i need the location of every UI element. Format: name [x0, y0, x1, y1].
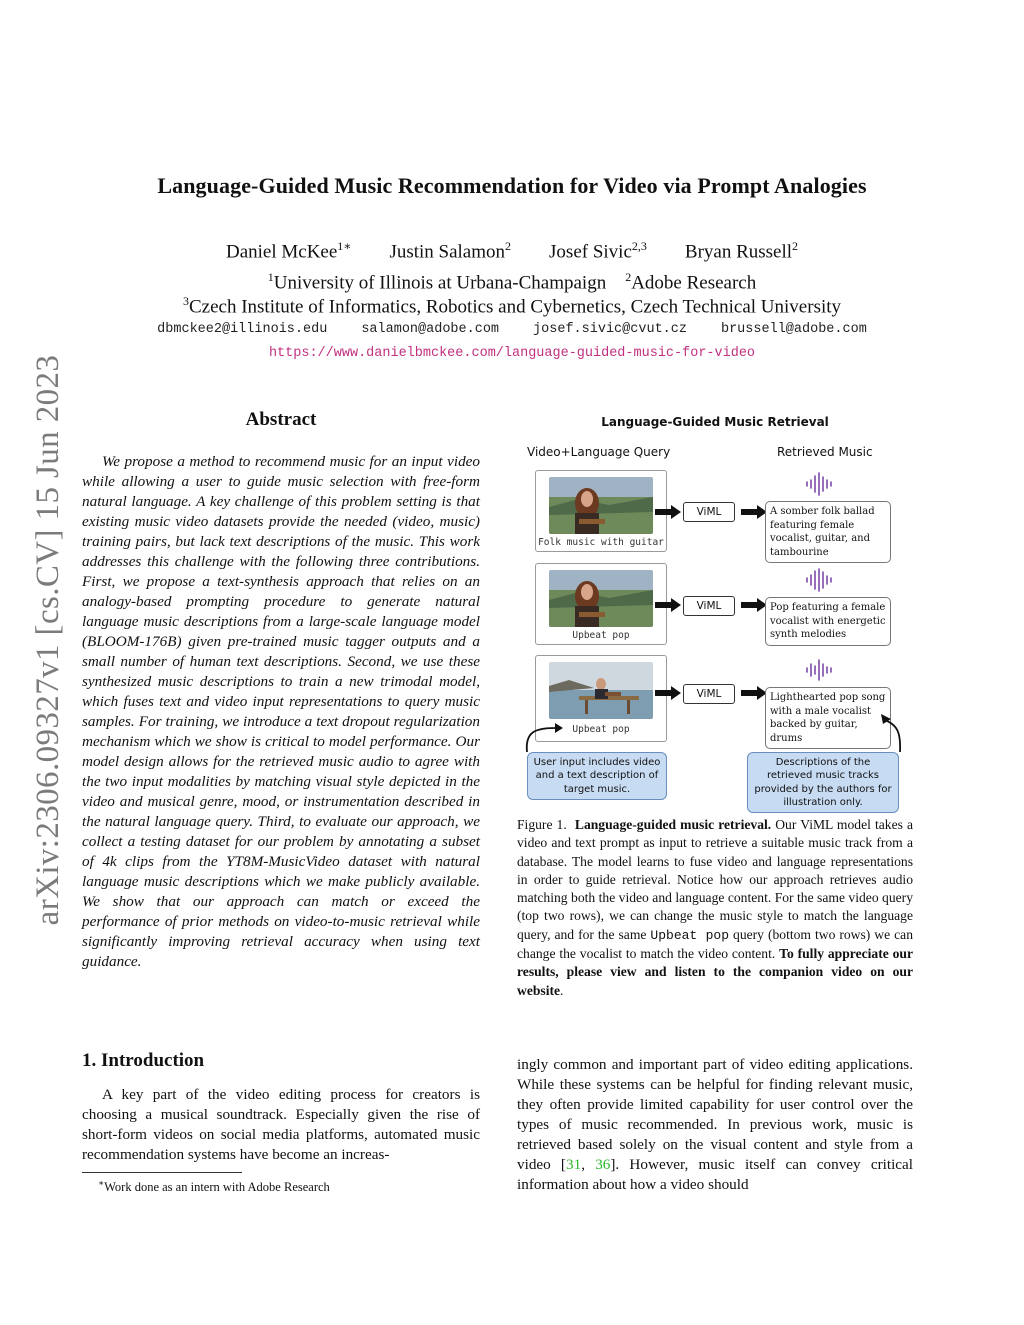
arxiv-stamp: arXiv:2306.09327v1 [cs.CV] 15 Jun 2023: [30, 354, 66, 926]
arrow-right-icon: [655, 505, 681, 519]
audio-waveform-icon: [799, 658, 839, 682]
introduction-paragraph: A key part of the video editing process for creators is choosing a musical soundtrack. Especially given the rise of short-form videos on social media platforms, automated music recommendation systems have become an increas-: [82, 1086, 480, 1163]
author: Daniel McKee$^{1∗}$: [225, 239, 352, 263]
email[interactable]: salamon@adobe.com: [361, 322, 500, 337]
email[interactable]: dbmckee2@illinois.edu: [157, 322, 328, 337]
affiliation-line-2: $^3$Czech Institute of Informatics, Robotics and Cybernetics, Czech Technical University: [182, 294, 842, 318]
viml-model-box: ViML: [683, 596, 735, 616]
author: Josef Sivic$^{2,3}$: [549, 239, 647, 263]
retrieved-music-description: Pop featuring a female vocalist with energetic synth melodies: [765, 597, 891, 646]
arrow-right-icon: [655, 686, 681, 700]
viml-model-box: ViML: [683, 502, 735, 522]
retrieved-music-description: Lighthearted pop song with a male vocalist backed by guitar, drums: [765, 687, 891, 749]
abstract-heading: Abstract: [245, 409, 317, 430]
figure-1-caption: Figure 1. Language-guided music retrieval. Our ViML model takes a video and text prompt as input to retrieve a suitable music track from a database. The model learns to fuse video and language representations in order to guide retrieval. Notice how our approach retrieves audio matching both the video and language content. For the same video query (top two rows), we can change the music style to match the language query, and for the same Upbeat pop query (bottom two rows) we can change the vocalist to match the video content. To fully appreciate our results, please view and listen to the companion video on our website.: [517, 817, 914, 998]
arrow-right-icon: [741, 505, 767, 519]
section-heading-introduction: 1. Introduction: [82, 1050, 205, 1071]
prompt-text: Upbeat pop: [572, 724, 630, 735]
email[interactable]: brussell@adobe.com: [720, 322, 867, 337]
email[interactable]: josef.sivic@cvut.cz: [533, 322, 687, 337]
email-list: [0, 322, 1024, 337]
retrieved-music-description: A somber folk ballad featuring female vocalist, guitar, and tambourine: [765, 501, 891, 563]
arrow-right-icon: [741, 598, 767, 612]
viml-model-box: ViML: [683, 684, 735, 704]
abstract-body: We propose a method to recommend music for an input video while allowing a user to guide music selection with free-form natural language. A key challenge of this problem setting is that existing music video datasets provide the needed (video, music) training pairs, but lack text descriptions of the music. This work addresses this challenge with the following three contributions. First, we propose a text-synthesis approach that relies on an analogy-based prompting procedure to generate natural language music descriptions from a large-scale language model (BLOOM-176B) given pre-trained music tagger outputs and a small number of human text descriptions. Second, we use these synthesized music descriptions to train a new trimodal model, which fuses text and video input representations to query music samples. For training, we introduce a text dropout regularization mechanism which we show is critical to model performance. Our model design allows for the retrieved music audio to agree with the two input modalities by matching visual style depicted in the video and musical genre, mood, or instrumentation described in the natural language query. Third, to evaluate our approach, we collect a testing dataset for our problem by annotating a subset of 4k clips from the YT8M-MusicVideo dataset with natural language music descriptions which we make publicly available. We show that our approach can match or exceed the performance of prior methods on video-to-music retrieval while significantly improving retrieval accuracy when using text guidance.: [82, 453, 480, 970]
figure-1: [515, 410, 915, 808]
footnote: ∗Work done as an intern with Adobe Research: [98, 1178, 330, 1195]
user-input-note: User input includes video and a text description of target music.: [527, 752, 667, 800]
prompt-text: Folk music with guitar: [538, 537, 664, 548]
arrow-right-icon: [655, 598, 681, 612]
citation-link[interactable]: 36: [595, 1156, 611, 1173]
author-list: [0, 239, 1024, 263]
project-url-link[interactable]: https://www.danielbmckee.com/language-guided-music-for-video: [268, 346, 756, 361]
paper-title: Language-Guided Music Recommendation for Video via Prompt Analogies: [157, 173, 867, 198]
left-column-header: Video+Language Query: [527, 445, 671, 459]
footnote-rule: [82, 1172, 242, 1173]
arrow-right-icon: [741, 686, 767, 700]
author: Justin Salamon$^2$: [389, 239, 512, 263]
affiliation-line-1: $^1$University of Illinois at Urbana-Champaign $^2$Adobe Research: [267, 270, 757, 294]
citation-link[interactable]: 31: [566, 1156, 582, 1173]
video-query-thumbnail: [535, 470, 667, 552]
figure-title: Language-Guided Music Retrieval: [601, 415, 829, 429]
video-frame-image: [549, 570, 653, 627]
video-query-thumbnail: [535, 563, 667, 645]
prompt-text: Upbeat pop: [572, 630, 630, 641]
video-frame-image: [549, 477, 653, 534]
audio-waveform-icon: [799, 568, 839, 592]
right-column-header: Retrieved Music: [777, 445, 873, 459]
audio-waveform-icon: [799, 472, 839, 496]
author: Bryan Russell$^2$: [684, 239, 799, 263]
retrieved-descriptions-note: Descriptions of the retrieved music tracks provided by the authors for illustration only.: [747, 752, 899, 813]
introduction-paragraph-continued: ingly common and important part of video editing applications. While these systems can be helpful for finding relevant music, they often provide limited capability for user control over the types of music recommended. In previous work, music is retrieved based solely on the visual content and style from a video [31, 36]. However, music itself can convey critical information about how a video should: [517, 1056, 913, 1193]
